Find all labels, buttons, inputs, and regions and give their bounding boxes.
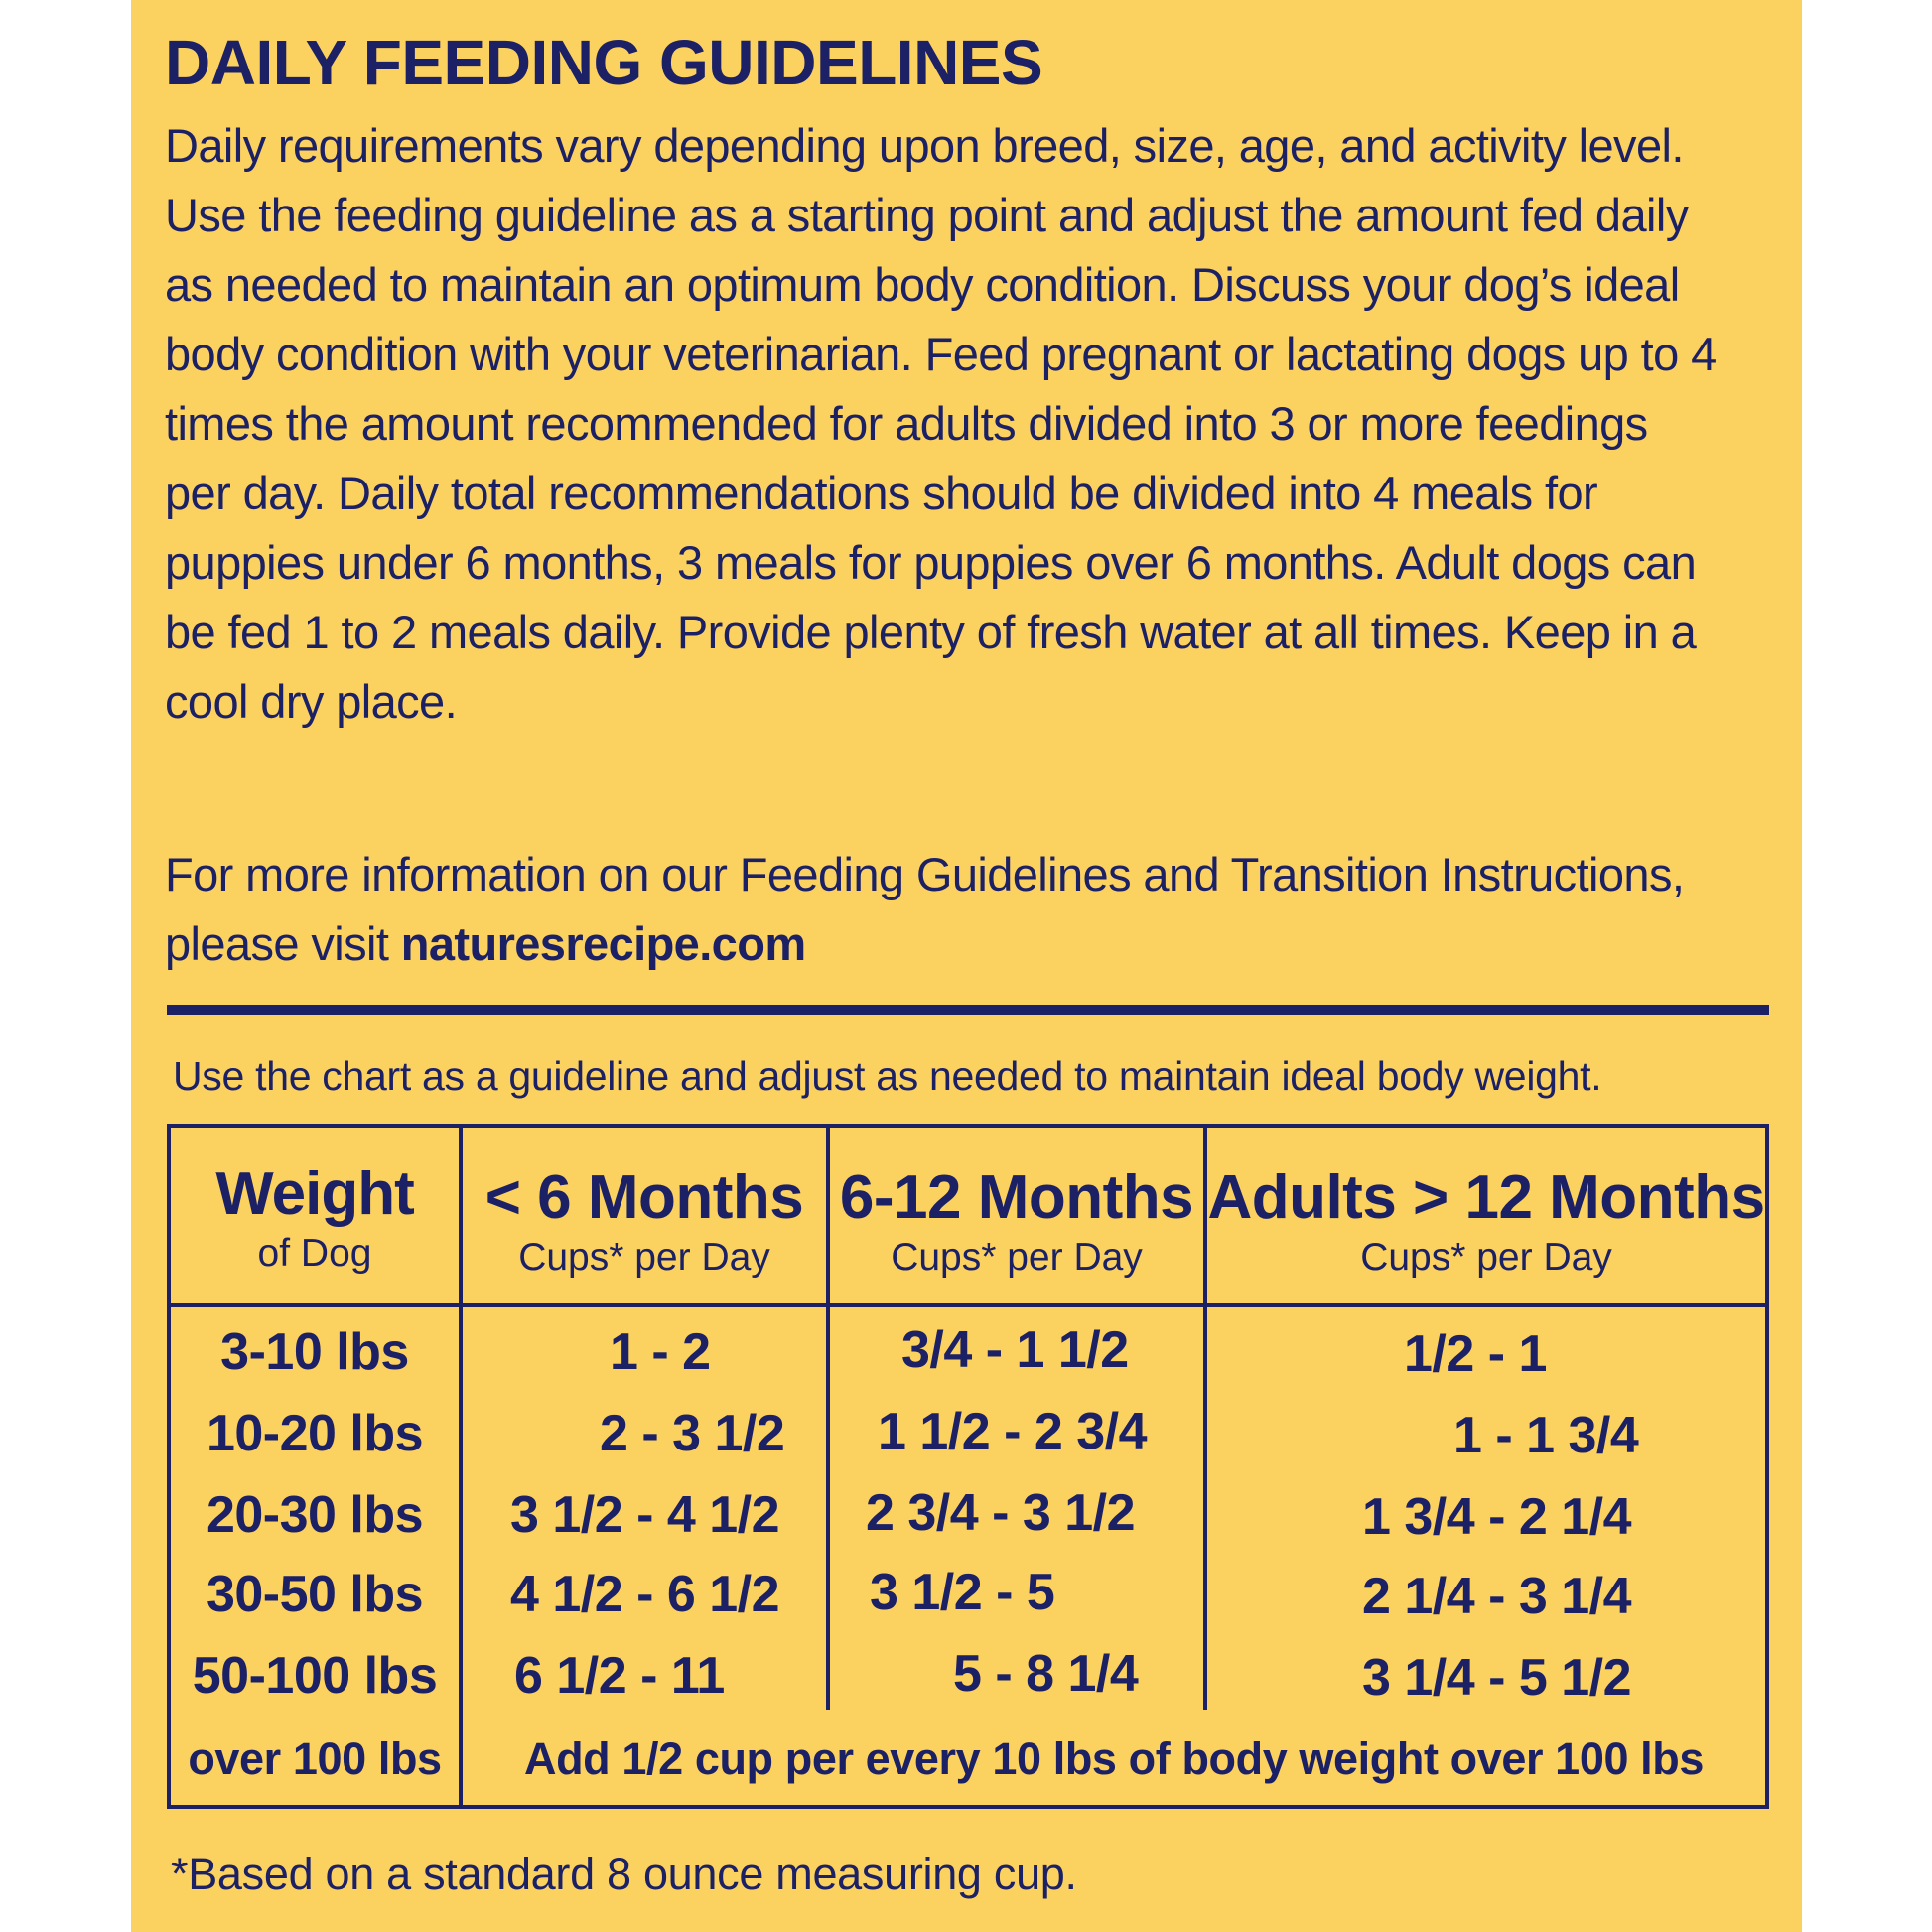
header-6-12-sub: Cups* per Day (891, 1236, 1143, 1279)
table-cell-6-12: 2 3/4 - 3 1/2 (866, 1484, 1136, 1542)
more-info-text (165, 840, 1724, 979)
chart-note: Use the chart as a guideline and adjust as needed to maintain ideal body weight. (173, 1053, 1602, 1099)
table-cell-adult: 3 1/4 - 5 1/2 (1362, 1649, 1632, 1707)
header-adults-main: Adults > 12 Months (1207, 1164, 1765, 1232)
header-adults (1207, 1164, 1765, 1283)
header-weight (171, 1160, 459, 1279)
table-row-weight-over-100: over 100 lbs (188, 1733, 442, 1784)
header-weight-sub: of Dog (257, 1232, 372, 1275)
footnote: *Based on a standard 8 ounce measuring cup. (171, 1849, 1077, 1899)
table-row-weight: 20-30 lbs (206, 1486, 424, 1544)
guidelines-paragraph: Daily requirements vary depending upon breed, size, age, and activity level. Use the feeding guideline as a starting point and adjust the amount fed daily as needed to maintain an optimum body condition. Discuss your dog’s ideal body condition with your veterinarian. Feed pregnant or lactating dogs up to 4 times the amount recommended for adults divided into 3 or more feedings per day. Daily total recommendations should be divided into 4 meals for puppies under 6 months, 3 meals for puppies over 6 months. Adult dogs can be fed 1 to 2 meals daily. Provide plenty of fresh water at all times. Keep in a cool dry place. (165, 119, 1717, 728)
table-cell-adult: 1 - 1 3/4 (1453, 1407, 1639, 1464)
table-cell-under-6: 2 - 3 1/2 (600, 1405, 785, 1462)
table-cell-6-12: 3/4 - 1 1/2 (901, 1321, 1129, 1379)
table-cell-adult: 2 1/4 - 3 1/4 (1362, 1568, 1632, 1625)
table-row-weight: 10-20 lbs (206, 1405, 424, 1462)
table-cell-adult: 1/2 - 1 (1404, 1325, 1547, 1383)
table-cell-under-6: 3 1/2 - 4 1/2 (510, 1486, 780, 1544)
table-cell-6-12: 3 1/2 - 5 (870, 1564, 1055, 1621)
more-info-lead: For more information on our Feeding Guidelines and Transition Instructions, please visit (165, 848, 1685, 970)
header-adults-sub: Cups* per Day (1360, 1236, 1612, 1279)
website-link[interactable]: naturesrecipe.com (400, 917, 806, 970)
table-cell-6-12: 5 - 8 1/4 (953, 1645, 1139, 1703)
table-row-weight: 30-50 lbs (206, 1566, 424, 1623)
table-cell-under-6: 1 - 2 (610, 1323, 711, 1381)
header-under-6-main: < 6 Months (484, 1164, 804, 1232)
header-weight-main: Weight (215, 1160, 414, 1228)
page-title: DAILY FEEDING GUIDELINES (165, 27, 1043, 98)
header-divider (171, 1303, 1765, 1307)
header-under-6-sub: Cups* per Day (518, 1236, 770, 1279)
table-row-weight: 3-10 lbs (220, 1323, 409, 1381)
over-100-note: Add 1/2 cup per every 10 lbs of body weight over 100 lbs (524, 1733, 1704, 1784)
table-cell-adult: 1 3/4 - 2 1/4 (1362, 1488, 1632, 1546)
table-cell-6-12: 1 1/2 - 2 3/4 (878, 1403, 1148, 1460)
feeding-guidelines-panel (131, 0, 1802, 1932)
header-6-12-main: 6-12 Months (839, 1164, 1194, 1232)
section-divider (167, 1005, 1769, 1015)
feeding-table (167, 1124, 1769, 1809)
header-under-6-months (463, 1164, 826, 1283)
table-row-weight: 50-100 lbs (192, 1647, 438, 1705)
table-cell-under-6: 6 1/2 - 11 (514, 1647, 725, 1705)
header-6-12-months (830, 1164, 1203, 1283)
table-cell-under-6: 4 1/2 - 6 1/2 (510, 1566, 780, 1623)
